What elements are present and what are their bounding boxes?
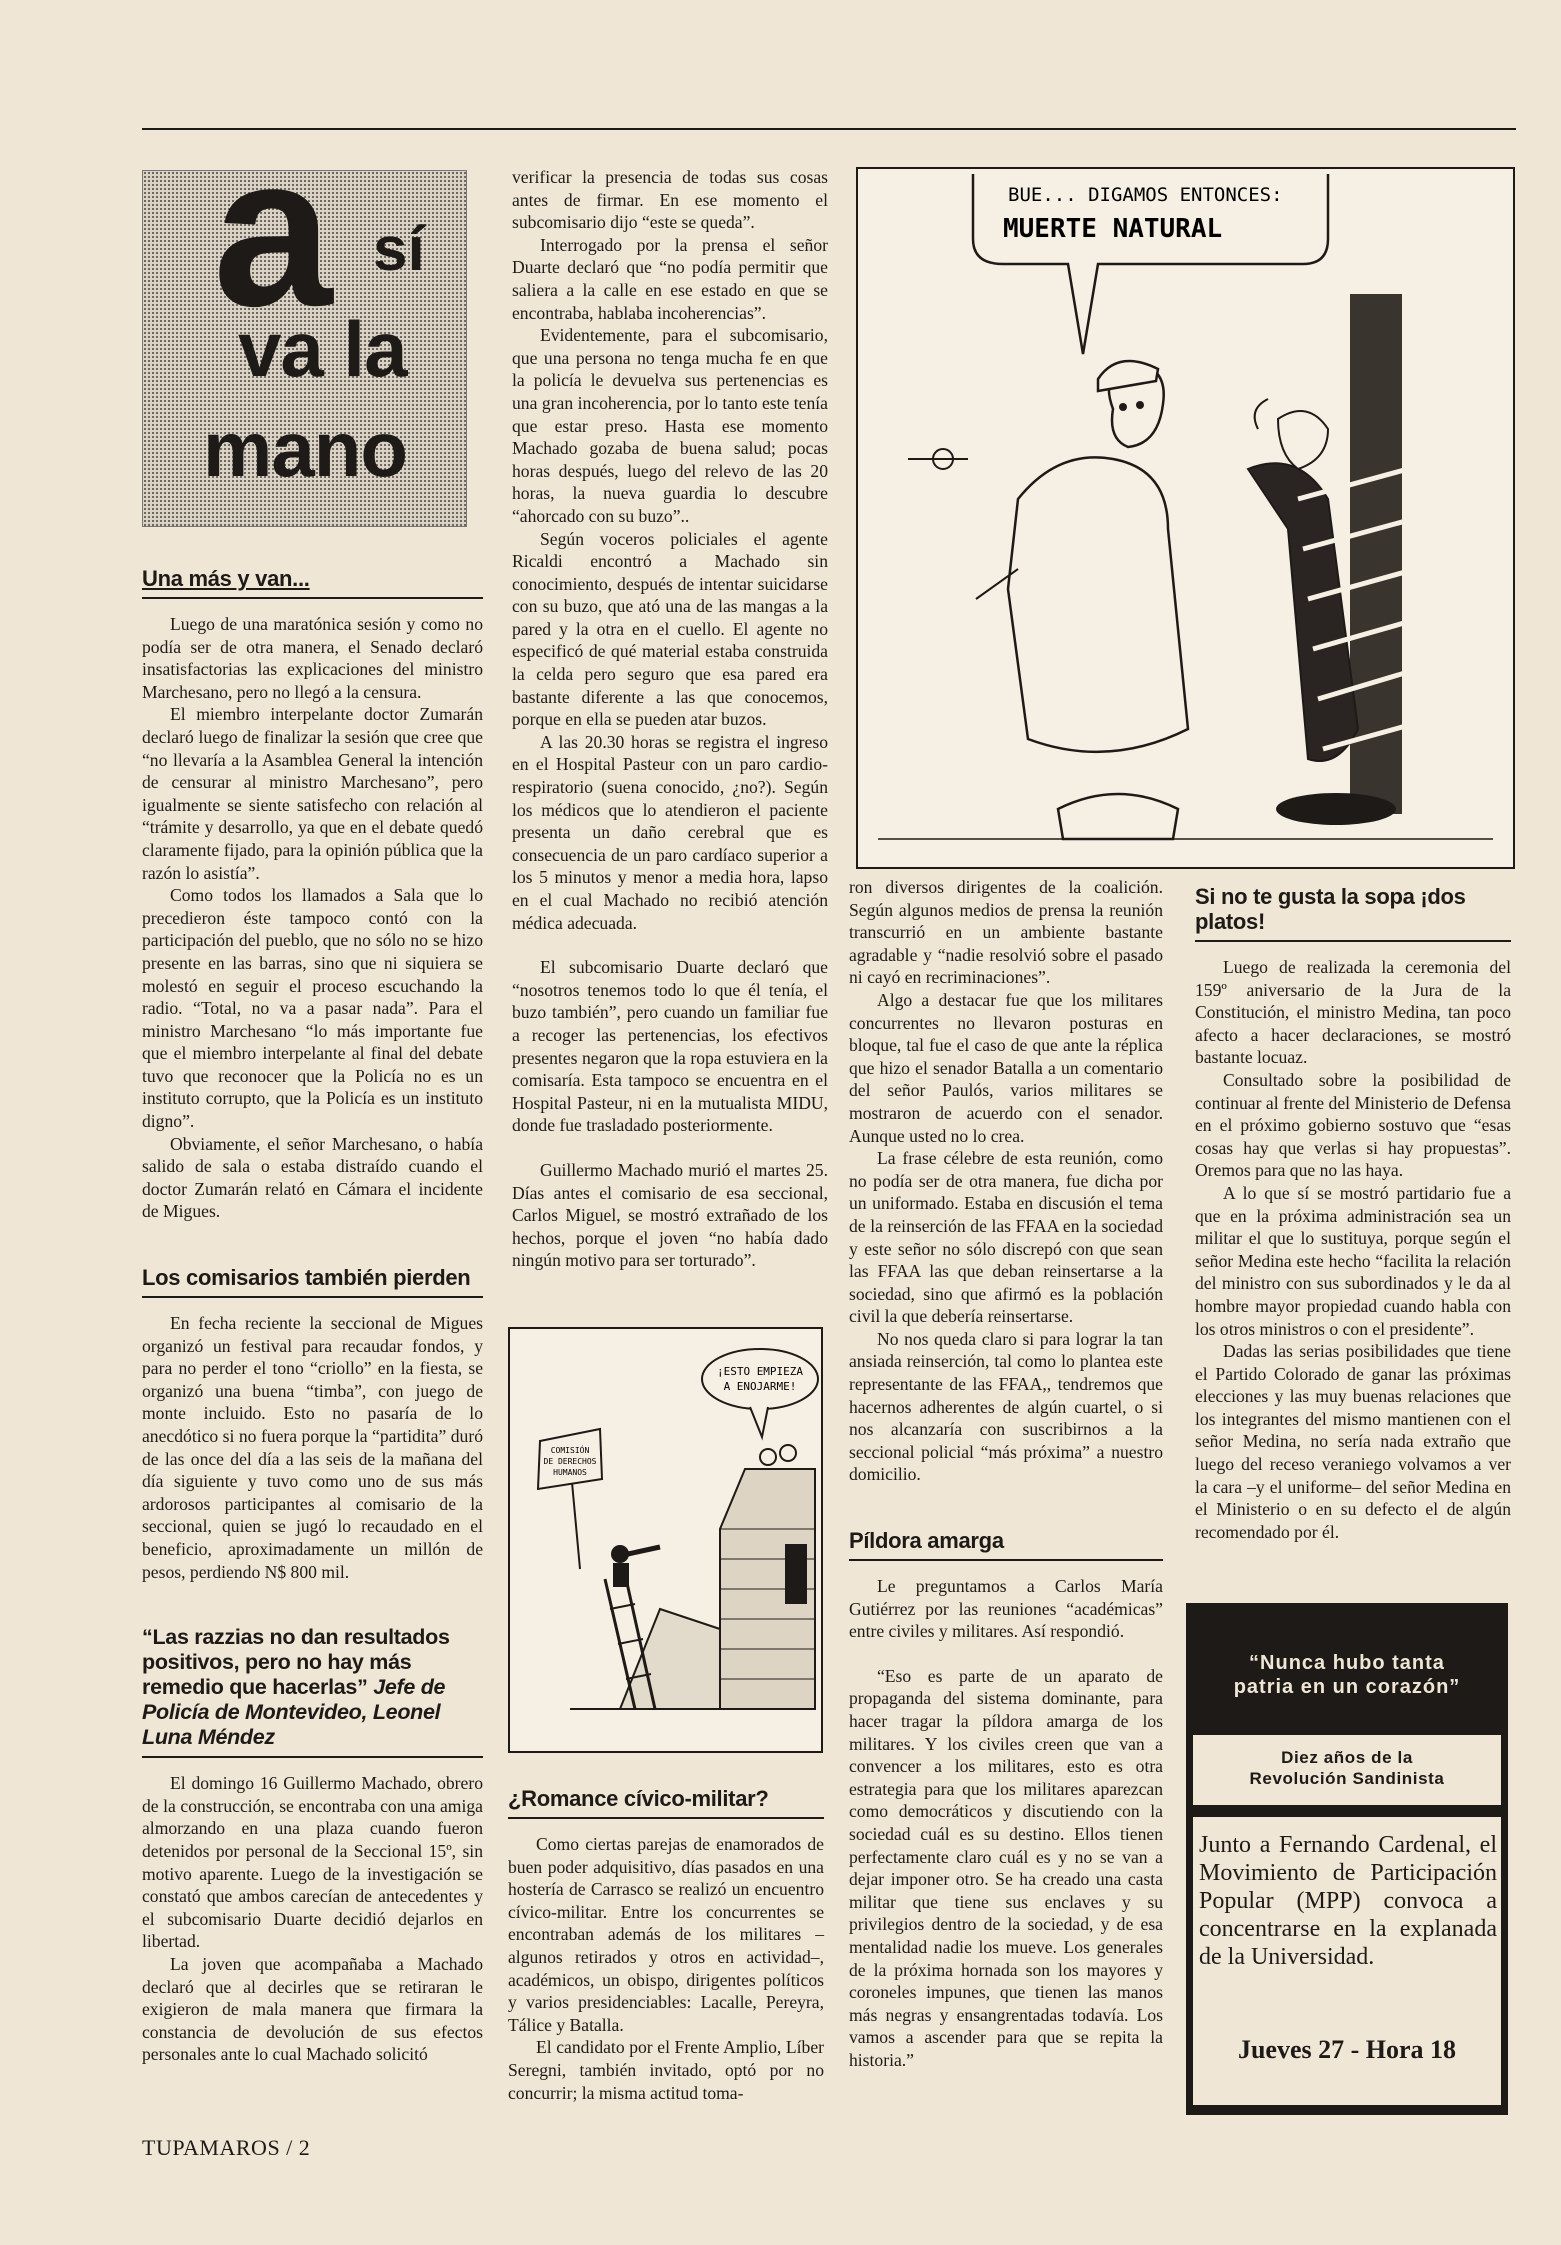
ad-slogan [1186, 1651, 1508, 1699]
paragraph: El miembro interpelante doctor Zumarán declaró luego de finalizar la sesión que cree que “no llevaría a la Asamblea General la intención de censurar al ministro Marchesano”, pero igualmente se siente satisfecho con relación al “trámite y desarrollo, ya que en el debate quedó claramente fijado, para la opinión pública que la razón lo asistía”. [142, 704, 483, 883]
paragraph: El domingo 16 Guillermo Machado, obrero de la construcción, se encontraba con una amiga almorzando en una plaza cuando fueron detenidos por personal de la Seccional 15º, sin motivo aparente. Luego de la investigación se constató que ambos carecían de antecedentes y el subcomisario Duarte decidió dejarlos en libertad. [142, 1773, 483, 1952]
paragraph: Interrogado por la prensa el señor Duarte declaró que “no podía permitir que saliera a la calle en ese estado en que se encontraba, hablaba incoherencias”. [512, 234, 828, 323]
ad-subtitle-line1: Diez años de la [1281, 1748, 1413, 1767]
paragraph: A lo que sí se mostró partidario fue a que en la próxima administración sea un militar el que lo sustituya, porque según el señor Medina este hecho “facilita la relación del ministro con sus subordinados y le da al hombre mayor propiedad cuando habla con los otros ministros o con el presidente”. [1195, 1182, 1511, 1339]
paragraph: Le preguntamos a Carlos María Gutiérrez por las reuniones “académicas” entre civiles y militares. Así respondió. [849, 1576, 1163, 1642]
paragraph: Como todos los llamados a Sala que lo precedieron éste tampoco contó con la participación del pueblo, que no sólo no se hizo presente en las barras, sino que ni siquiera se molestó en seguir el proceso escuchando la radio. “Total, no va a pasar nada”. Para el ministro Marchesano “lo más importante fue que el miembro interpelante al final del debate tuvo que reconocer que la Policía no es un instituto corrupto, que la Policía es un instituto digno”. [142, 885, 483, 1132]
heading-comisarios: Los comisarios también pierden [142, 1265, 483, 1298]
heading-pildora: Píldora amarga [849, 1528, 1163, 1561]
cartoon-small-flag-line3: HUMANOS [553, 1468, 587, 1477]
ad-subtitle-line2: Revolución Sandinista [1249, 1769, 1445, 1788]
column-2 [512, 166, 828, 1272]
title-letter-a: a [213, 110, 327, 351]
paragraph: Evidentemente, para el subcomisario, que una persona no tenga mucha fe en que la policía le devuelva sus pertenencias es una gran incoherencia, por lo tanto este tenía que estar preso. Hasta ese momento Machado gozaba de buena salud; pocas horas después, luego del relevo de las 20 horas, la nueva guardia lo descubre “ahorcado con su buzo”.. [512, 325, 828, 526]
title-word-si: sí [373, 215, 425, 284]
heading-romance: ¿Romance cívico-militar? [508, 1786, 824, 1819]
page-footer: TUPAMAROS / 2 [142, 2135, 311, 2160]
cartoon-big-drawing [858, 169, 1513, 867]
paragraph: verificar la presencia de todas sus cosas antes de firmar. En ese momento el subcomisario dijo “este se queda”. [512, 167, 828, 233]
cartoon-small-bubble-line2: A ENOJARME! [723, 1380, 797, 1393]
column-4 [1195, 884, 1511, 1543]
paragraph: ron diversos dirigentes de la coalición. Según algunos medios de prensa la reunión transcurrió en un ambiente bastante agradable y “nadie resolvió sobre el pasado ni cayó en recriminaciones”. [849, 877, 1163, 988]
paragraph: En fecha reciente la seccional de Migues organizó un festival para recaudar fondos, y para no perder el tono “criollo” en la fiesta, se organizó una buena “timba”, con juego de monte incluido. Esto no pasaría de lo anecdótico si no fuera porque la “partidita” duró de las once del día a las seis de la mañana del día siguiente y tuvo como uno de sus más ardorosos participantes al comisario de la seccional, quien se jugó lo recaudado en el beneficio, aproximadamente un millón de pesos, perdiendo N$ 800 mil. [142, 1313, 483, 1582]
paragraph: No nos queda claro si para lograr la tan ansiada reinserción, tal como lo plantea este representante de las FFAA,, tendremos que hacernos adherentes de algún cuartel, o si nos alcanzaría con suscribirnos a la seccional policial “más próxima” a nuestro domicilio. [849, 1328, 1163, 1485]
heading-razzias [142, 1625, 483, 1758]
ad-subtitle [1193, 1747, 1501, 1789]
cartoon-small-flag-line2: DE DERECHOS [543, 1457, 597, 1466]
paragraph: La frase célebre de esta reunión, como no podía ser de otra manera, fue dicha por un uniformado. Estaba en discusión el tema de la reinserción de las FFAA en la sociedad y este señor no sólo discrepó con que sean las FFAA las que deban reinsertarse a la sociedad, sino que afirmó es la población civil la que debería reinsertarse. [849, 1148, 1163, 1327]
paragraph: Luego de realizada la ceremonia del 159º aniversario de la Jura de la Constitución, el ministro Medina, tan poco afecto a hacer declaraciones, se mostró bastante locuaz. [1195, 957, 1511, 1068]
paragraph: El candidato por el Frente Amplio, Líber Seregni, también invitado, optó por no concurrir; la misma actitud toma- [508, 2037, 824, 2103]
cartoon-small-drawing [510, 1329, 821, 1751]
ad-slogan-line2: patria en un corazón” [1233, 1676, 1461, 1698]
cartoon-big-bubble-line1: BUE... DIGAMOS ENTONCES: [1008, 184, 1283, 206]
heading-una-mas: Una más y van... [142, 566, 483, 599]
title-block [142, 110, 467, 527]
ad-divider [1193, 1805, 1501, 1817]
heading-razzias-quote: “Las razzias no dan resultados positivos, pero no hay más remedio que hacerlas” [142, 1625, 450, 1700]
paragraph: Dadas las serias posibilidades que tiene el Partido Colorado de ganar las próximas elecciones y las muy buenas relaciones que los integrantes del mismo mantienen con el señor Medina, no sería nada extraño que luego del receso veraniego volvamos a ver la cara –y el uniforme– del señor Medina en el Ministerio o en su defecto el de algún recomendado por él. [1195, 1341, 1511, 1542]
cartoon-small-bubble-line1: ¡ESTO EMPIEZA [716, 1365, 804, 1378]
paragraph: Guillermo Machado murió el martes 25. Días antes el comisario de esa seccional, Carlos Miguel, se mostró extrañado de los hechos, porque el joven “no había dado ningún motivo para ser torturado”. [512, 1159, 828, 1271]
column-1 [142, 566, 483, 2066]
title-word-mano: mano [203, 405, 408, 493]
paragraph: La joven que acompañaba a Machado declaró que al decirles que se retiraran le exigieron de mala manera que firmara la constancia de devolución de sus efectos personales ante lo cual Machado solicitó [142, 1953, 483, 2065]
heading-sopa: Si no te gusta la sopa ¡dos platos! [1195, 884, 1511, 942]
paragraph: Obviamente, el señor Marchesano, o había salido de sala o estaba distraído cuando el doctor Zumarán relató en Cámara el incidente de Migues. [142, 1133, 483, 1222]
top-rule [142, 128, 1516, 130]
paragraph: El subcomisario Duarte declaró que “nosotros tenemos todo lo que él tenía, el buzo también”, pero cuando un familiar fue a recoger las pertenencias, los efectivos presentes negaron que la ropa estuviera en la comisaría. Esta tampoco se encuentra en el Hospital Pasteur, ni en la mutualista MIDU, donde fue trasladado posteriormente. [512, 957, 828, 1136]
paragraph: Consultado sobre la posibilidad de continuar al frente del Ministerio de Defensa en el próximo gobierno sostuvo que “esas cosas hay que verlas si hay propuestas”. Oremos para que no las haya. [1195, 1069, 1511, 1181]
column-2-bottom [508, 1786, 824, 2104]
paragraph: Luego de una maratónica sesión y como no podía ser de otra manera, el Senado declaró insatisfactorias las explicaciones del ministro Marchesano, pero no llegó a la censura. [142, 614, 483, 702]
column-3 [849, 876, 1163, 2072]
cartoon-small [508, 1327, 823, 1753]
cartoon-small-flag-line1: COMISIÓN [550, 1446, 590, 1455]
paragraph: Como ciertas parejas de enamorados de buen poder adquisitivo, días pasados en una hostería de Carrasco se realizó un encuentro cívico-militar. Entre los concurrentes se encontraban además de los militares –algunos retirados y otros en actividad–, académicos, un obispo, dirigentes políticos y varios presidenciables: Lacalle, Pereyra, Tálice y Batalla. [508, 1834, 824, 2035]
paragraph: Algo a destacar fue que los militares concurrentes no llevaron posturas en bloque, tal fue el caso de que ante la réplica que hizo el senador Batalla a un comentario del señor Paulós, varios militares se mostraron de acuerdo con el senador. Aunque usted no lo crea. [849, 989, 1163, 1146]
ad-slogan-line1: “Nunca hubo tanta [1249, 1652, 1445, 1674]
paragraph: A las 20.30 horas se registra el ingreso en el Hospital Pasteur con un paro cardio-respiratorio (suena conocido, ¿no?). Según los médicos que lo atendieron el paciente presenta un daño cerebral que es consecuencia de un paro cardíaco superior a los 5 minutos y menor a media hora, lapso en el cual Machado no recibió atención médica adecuada. [512, 731, 828, 933]
ad-inner [1193, 1735, 1501, 2105]
cartoon-big [856, 167, 1515, 869]
mpp-ad [1186, 1603, 1508, 2115]
ad-body: Junto a Fernando Cardenal, el Movimiento de Participación Popular (MPP) convoca a concentrarse en la explanada de la Universidad. [1199, 1832, 1497, 1970]
heading-razzias-attribution: Jefe de Policía de Montevideo, Leonel Luna Méndez [142, 1675, 446, 1750]
ad-footer: Jueves 27 - Hora 18 [1237, 2035, 1457, 2064]
paragraph: Según voceros policiales el agente Ricaldi encontró a Machado sin conocimiento, después de intentar suicidarse con su buzo, que ató una de las mangas a la pared y la otra en el cuello. El agente no especificó de qué material estaba construida la celda pero seguro que esa pared era bastante diferente a las que conocemos, porque en ella se pueden atar buzos. [512, 528, 828, 730]
paragraph: “Eso es parte de un aparato de propaganda del sistema dominante, para hacer tragar la píldora amarga de los militares. Y los civiles creen que van a convencer a los militares, esto es otra estrategia para que los militares aparezcan como democráticos y discutiendo con la sociedad cuál es su destino. Ellos tienen perfectamente claro cuál es y no se van a dejar imponer otro. Se ha creado una casta militar que tiene sus enclaves y su privilegios dentro de la sociedad, y de esa mentalidad nadie los mueve. Los generales de la próxima hornada son los mayores y coroneles impunes, que tienen las manos más negras y ensangrentadas todavía. Los vamos a ascender para que se repita la historia.” [849, 1665, 1163, 2070]
title-word-va-la: va la [238, 305, 407, 393]
cartoon-big-bubble-line2: MUERTE NATURAL [1003, 214, 1223, 244]
